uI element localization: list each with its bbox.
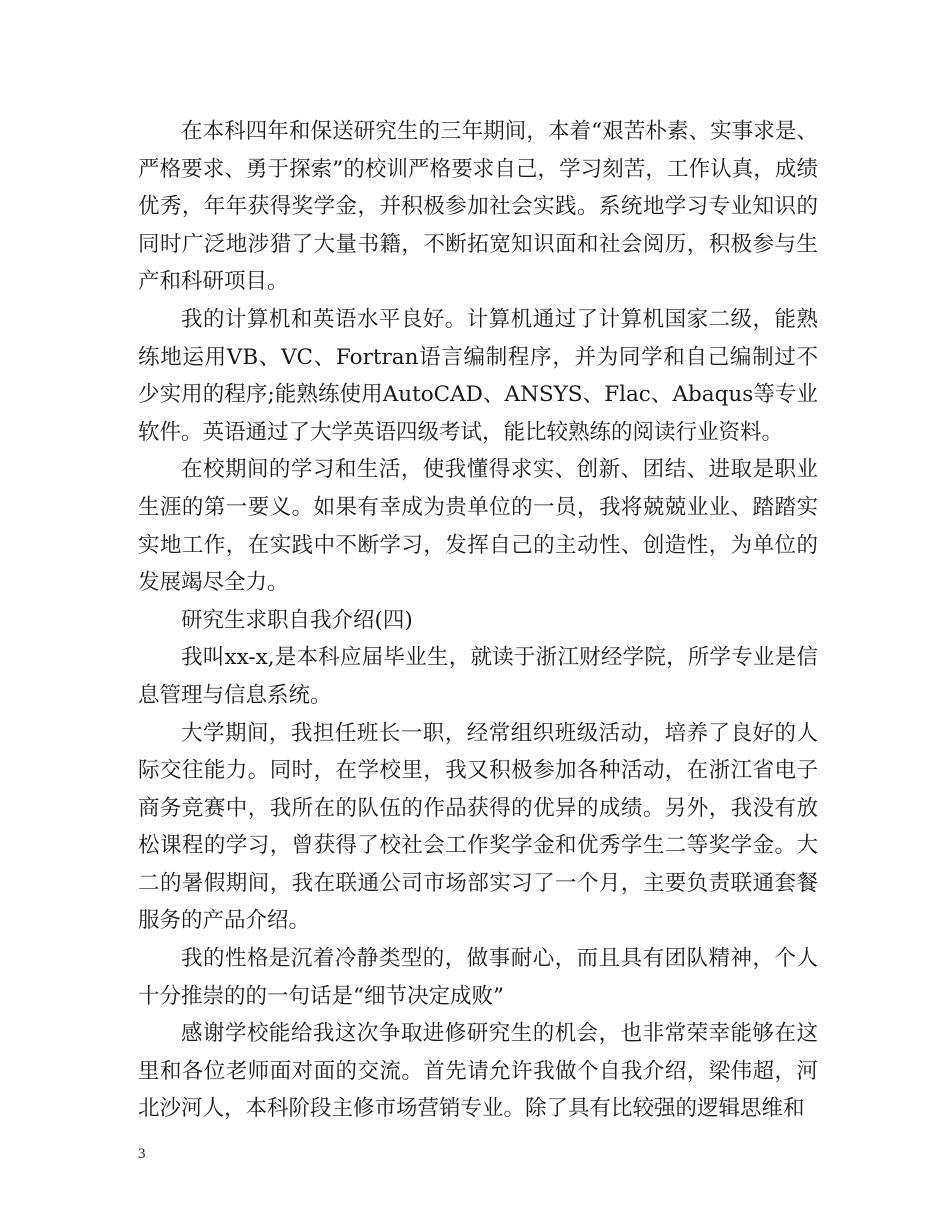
paragraph-computer-english-skills: 我的计算机和英语水平良好。计算机通过了计算机国家二级，能熟练地运用VB、VC、Fortran语言编制程序，并为同学和自己编制过不少实用的程序;能熟练使用AutoCAD、ANSYS、Flac、Abaqus等专业软件。英语通过了大学英语四级考试，能比较熟练的阅读行业资料。 [138,306,818,445]
section-heading: 研究生求职自我介绍(四) [181,607,413,633]
paragraph-study-period: 在本科四年和保送研究生的三年期间，本着“艰苦朴素、实事求是、严格要求、勇于探索”的校训严格要求自己，学习刻苦，工作认真，成绩优秀，年年获得奖学金，并积极参加社会实践。系统地学习专业知识的同时广泛地涉猎了大量书籍，不断拓宽知识面和社会阅历，积极参与生产和科研项目。 [138,119,818,295]
page-number: 3 [138,1146,146,1162]
document-body [138,113,818,1128]
paragraph-career-goals: 在校期间的学习和生活，使我懂得求实、创新、团结、进取是职业生涯的第一要义。如果有幸成为贵单位的一员，我将兢兢业业、踏踏实实地工作，在实践中不断学习，发挥自己的主动性、创造性，为单位的发展竭尽全力。 [138,457,818,596]
paragraph-university-activities: 大学期间，我担任班长一职，经常组织班级活动，培养了良好的人际交往能力。同时，在学校里，我又积极参加各种活动，在浙江省电子商务竞赛中，我所在的队伍的作品获得的优异的成绩。另外，我没有放松课程的学习，曾获得了校社会工作奖学金和优秀学生二等奖学金。大二的暑假期间，我在联通公司市场部实习了一个月，主要负责联通套餐服务的产品介绍。 [138,720,818,934]
paragraph-personality: 我的性格是沉着冷静类型的，做事耐心，而且具有团队精神，个人十分推崇的的一句话是“细节决定成败” [138,946,818,1009]
paragraph-interview-opening: 感谢学校能给我这次争取进修研究生的机会，也非常荣幸能够在这里和各位老师面对面的交流。首先请允许我做个自我介绍，梁伟超，河北沙河人，本科阶段主修市场营销专业。除了具有比较强的逻辑思维和 [138,1021,818,1122]
paragraph-introduction: 我叫xx-x,是本科应届毕业生，就读于浙江财经学院，所学专业是信息管理与信息系统。 [138,645,818,708]
